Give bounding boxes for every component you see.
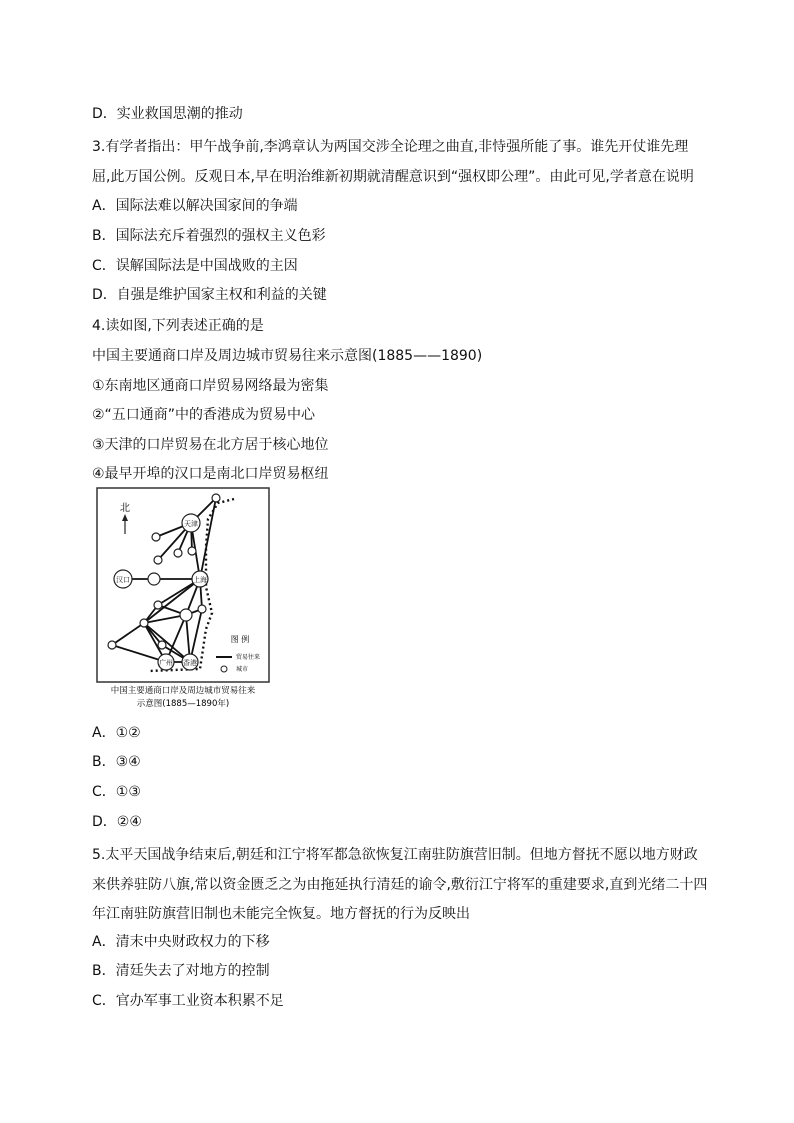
- map-legend: [212, 629, 268, 681]
- question-5-option-b: B．清廷失去了对地方的控制: [92, 963, 270, 979]
- question-4-statement-2: ②“五口通商”中的香港成为贸易中心: [92, 407, 316, 423]
- map-caption-line-1: 中国主要通商口岸及周边城市贸易往来: [110, 686, 256, 696]
- city-tianjin-label: 天津: [184, 520, 198, 528]
- city-guangzhou-label: 广州: [159, 659, 173, 667]
- legend-trade-label: 贸易往来: [236, 654, 261, 661]
- question-3-option-c: C．误解国际法是中国战败的主因: [92, 258, 298, 274]
- trade-network-map: [96, 487, 271, 713]
- question-3-option-d: D．自强是维护国家主权和利益的关键: [92, 287, 327, 303]
- question-3-option-a: A．国际法难以解决国家间的争端: [92, 198, 298, 214]
- city-hankou-label: 汉口: [116, 576, 130, 584]
- question-5-stem-line-1: 5.太平天国战争结束后,朝廷和江宁将军都急欲恢复江南驻防旗营旧制。但地方督抚不愿以地方财政: [92, 847, 698, 863]
- question-5-stem-line-3: 年江南驻防旗营旧制也未能完全恢复。地方督抚的行为反映出: [92, 906, 470, 922]
- question-4-option-b: B．③④: [92, 754, 141, 770]
- question-4-option-d: D．②④: [92, 814, 142, 830]
- north-label: 北: [120, 503, 130, 514]
- question-5-stem-line-2: 来供养驻防八旗,常以资金匮乏之为由拖延执行清廷的谕令,敷衍江宁将军的重建要求,直到光绪二十四: [92, 877, 708, 893]
- question-3-stem-line-2: 屈,此万国公例。反观日本,早在明治维新初期就清醒意识到“强权即公理”。由此可见,学者意在说明: [92, 169, 694, 185]
- question-4-statement-4: ④最早开埠的汉口是南北口岸贸易枢纽: [92, 466, 329, 482]
- question-4-stem: 4.读如图,下列表述正确的是: [92, 318, 264, 334]
- question-4-option-c: C．①③: [92, 784, 141, 800]
- city-hongkong-label: 香港: [183, 659, 197, 667]
- question-4-statement-3: ③天津的口岸贸易在北方居于核心地位: [92, 437, 329, 453]
- legend-city-marker: [221, 666, 227, 672]
- question-4-option-a: A．①②: [92, 725, 141, 741]
- question-2-option-d: D．实业救国思潮的推动: [92, 106, 243, 122]
- legend-title: 图 例: [230, 635, 250, 644]
- question-4-statement-1: ①东南地区通商口岸贸易网络最为密集: [92, 378, 329, 394]
- question-3-option-b: B．国际法充斥着强烈的强权主义色彩: [92, 228, 326, 244]
- legend-city-label: 城市: [236, 666, 249, 673]
- question-3-stem-line-1: 3.有学者指出：甲午战争前,李鸿章认为两国交涉全论理之曲直,非恃强所能了事。谁先开仗谁先理: [92, 139, 689, 155]
- question-4-caption: 中国主要通商口岸及周边城市贸易往来示意图(1885——1890): [92, 348, 483, 364]
- question-5-option-c: C．官办军事工业资本积累不足: [92, 993, 284, 1009]
- map-caption-line-2: 示意图(1885—1890年): [136, 699, 230, 709]
- city-shanghai-label: 上海: [193, 576, 207, 584]
- question-5-option-a: A．清末中央财政权力的下移: [92, 934, 270, 950]
